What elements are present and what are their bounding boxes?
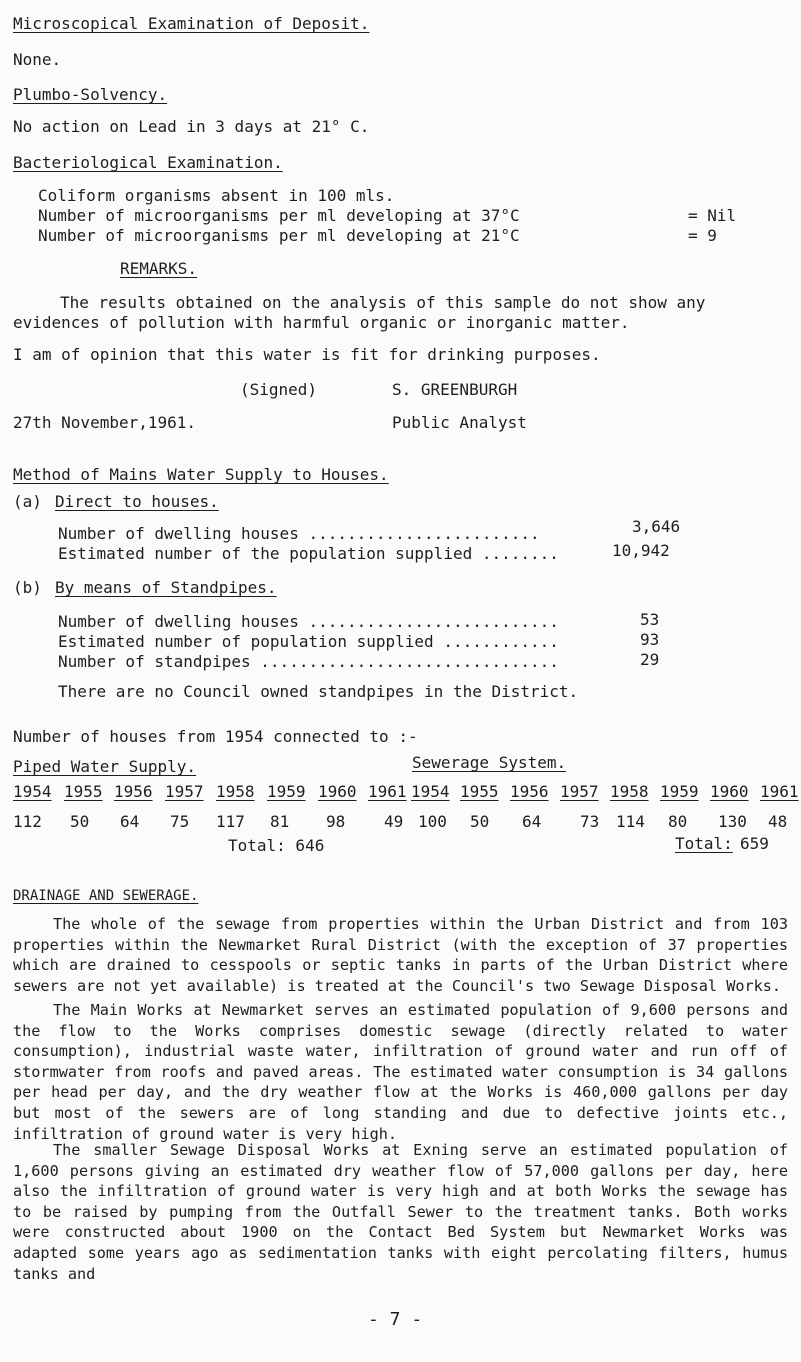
connections-intro: Number of houses from 1954 connected to :- (13, 727, 418, 746)
water-year: 1961 (368, 782, 407, 801)
signer-role: Public Analyst (392, 413, 527, 432)
remarks-line3: I am of opinion that this water is fit for drinking purposes. (13, 345, 601, 364)
water-year: 1954 (13, 782, 52, 801)
sewer-value: 130 (718, 812, 747, 831)
bact-line1: Coliform organisms absent in 100 mls. (38, 186, 395, 205)
signed-label: (Signed) (240, 380, 318, 399)
method-b-label: (b) (13, 578, 42, 597)
water-value: 112 (13, 812, 42, 831)
water-year: 1960 (318, 782, 357, 801)
sewer-total-label: Total: (675, 834, 733, 853)
water-value: 117 (216, 812, 245, 831)
water-value: 50 (70, 812, 90, 831)
drainage-heading: DRAINAGE AND SEWERAGE. (13, 888, 199, 904)
drainage-p3-text: The smaller Sewage Disposal Works at Exning serve an estimated population of 1,600 persons giving an estimated dry weather flow of 57,000 gallons per day, here also the infiltration of ground water is very high and at both Works the sewage has to be raised by pumping from the Outfall Sewer to the treatment tanks. Both works were constructed about 1900 on the Contact Bed System but Newmarket Works was adapted some years ago as sedimentation tanks with eight percolating filters, humus tanks and (13, 1141, 788, 1283)
bact-line2: Number of microorganisms per ml developing at 37°C (38, 206, 520, 225)
sewer-value: 50 (470, 812, 490, 831)
b-houses-label: Number of dwelling houses .......................... (58, 612, 559, 631)
sewer-year: 1961 (760, 782, 799, 801)
sewer-year: 1960 (710, 782, 749, 801)
sewer-value: 64 (522, 812, 542, 831)
water-value: 64 (120, 812, 140, 831)
water-year: 1959 (267, 782, 306, 801)
drainage-paragraph-2 (13, 1000, 788, 1144)
drainage-p1-text: The whole of the sewage from properties within the Urban District and from 103 properties within the Newmarket Rural District (with the exception of 37 properties which are drained to cesspools or septic tanks in parts of the Urban District where sewers are not yet available) is treated at the Council's two Sewage Disposal Works. (13, 915, 788, 995)
drainage-paragraph-3 (13, 1140, 788, 1284)
method-a-label: (a) (13, 492, 42, 511)
sewer-year: 1955 (460, 782, 499, 801)
remarks-heading: REMARKS. (120, 259, 198, 278)
bact-line3-value: = 9 (688, 226, 717, 245)
a-houses-label: Number of dwelling houses ........................ (58, 524, 540, 543)
water-year: 1957 (165, 782, 204, 801)
method-a-heading: Direct to houses. (55, 492, 219, 511)
b-population-value: 93 (640, 630, 660, 649)
sewer-value: 80 (668, 812, 688, 831)
water-year: 1956 (114, 782, 153, 801)
a-population-value: 10,942 (612, 541, 670, 560)
page-number: - 7 - (368, 1309, 423, 1330)
water-heading: Piped Water Supply. (13, 757, 197, 776)
sewer-value: 114 (616, 812, 645, 831)
bact-heading: Bacteriological Examination. (13, 153, 283, 172)
remarks-line2: evidences of pollution with harmful organic or inorganic matter. (13, 313, 630, 332)
water-year: 1955 (64, 782, 103, 801)
micro-text: None. (13, 50, 62, 69)
bact-line3: Number of microorganisms per ml developing at 21°C (38, 226, 520, 245)
method-heading: Method of Mains Water Supply to Houses. (13, 465, 389, 484)
no-council-standpipes: There are no Council owned standpipes in the District. (58, 682, 579, 701)
sewer-year: 1954 (411, 782, 450, 801)
report-date: 27th November,1961. (13, 413, 197, 432)
remarks-line1: The results obtained on the analysis of this sample do not show any (60, 293, 706, 312)
sewer-heading: Sewerage System. (412, 753, 567, 772)
water-value: 75 (170, 812, 190, 831)
bact-line2-value: = Nil (688, 206, 737, 225)
water-total: Total: 646 (228, 836, 325, 855)
signer-name: S. GREENBURGH (392, 380, 518, 399)
method-b-heading: By means of Standpipes. (55, 578, 277, 597)
b-standpipes-value: 29 (640, 650, 660, 669)
sewer-values-row (0, 812, 801, 834)
sewer-value: 100 (418, 812, 447, 831)
water-value: 49 (384, 812, 404, 831)
a-population-label: Estimated number of the population supplied ........ (58, 544, 559, 563)
sewer-year: 1958 (610, 782, 649, 801)
water-value: 81 (270, 812, 290, 831)
a-houses-value: 3,646 (632, 517, 681, 536)
b-population-label: Estimated number of population supplied ............ (58, 632, 559, 651)
drainage-paragraph-1 (13, 914, 788, 996)
water-value: 98 (326, 812, 346, 831)
sewer-total-value: 659 (740, 834, 769, 853)
micro-heading: Microscopical Examination of Deposit. (13, 14, 370, 33)
sewer-value: 48 (768, 812, 788, 831)
sewer-year: 1956 (510, 782, 549, 801)
sewer-year: 1957 (560, 782, 599, 801)
sewer-value: 73 (580, 812, 600, 831)
plumbo-heading: Plumbo-Solvency. (13, 85, 168, 104)
sewer-year: 1959 (660, 782, 699, 801)
plumbo-text: No action on Lead in 3 days at 21° C. (13, 117, 370, 136)
b-houses-value: 53 (640, 610, 660, 629)
b-standpipes-label: Number of standpipes ............................... (58, 652, 559, 671)
water-year: 1958 (216, 782, 255, 801)
sewer-years-row (0, 782, 801, 804)
drainage-p2-text: The Main Works at Newmarket serves an estimated population of 9,600 persons and the flow to the Works comprises domestic sewage (directly related to water consumption), industrial waste water, infiltration of ground water and run off of stormwater from roofs and paved areas. The estimated water consumption is 34 gallons per head per day, and the dry weather flow at the Works is 460,000 gallons per day but most of the sewers are of long standing and due to defective joints etc., infiltration of ground water is very high. (13, 1001, 788, 1143)
